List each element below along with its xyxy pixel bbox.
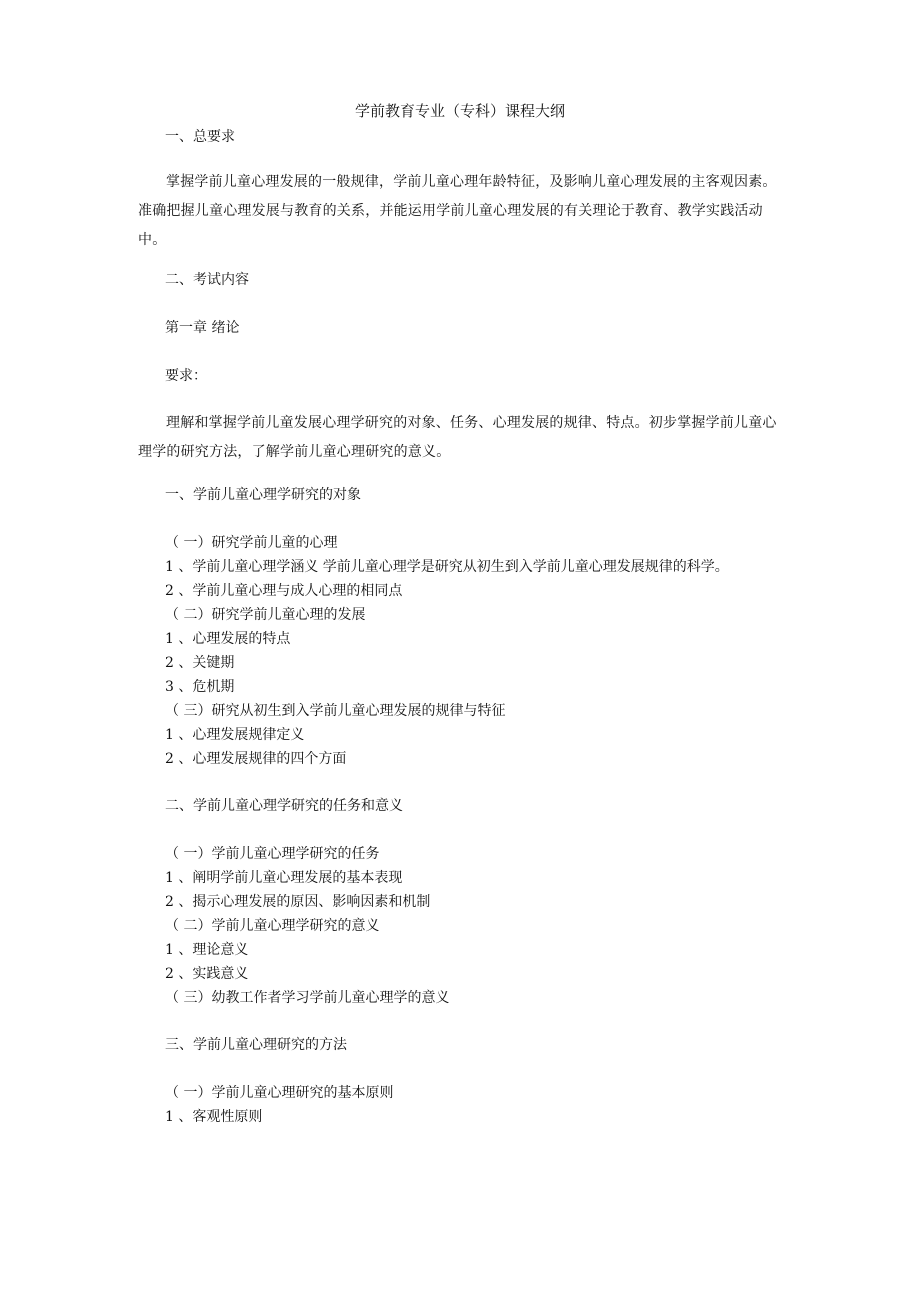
subsection-heading: 一、学前儿童心理学研究的对象 — [165, 487, 361, 503]
outline-item: 3 、危机期 — [165, 679, 235, 695]
outline-item: 1 、阐明学前儿童心理发展的基本表现 — [165, 870, 403, 886]
outline-item: 1 、心理发展规律定义 — [165, 727, 305, 743]
outline-item: 2 、揭示心理发展的原因、影响因素和机制 — [165, 894, 431, 910]
outline-item: （ 三）幼教工作者学习学前儿童心理学的意义 — [165, 990, 450, 1006]
chapter-title: 第一章 绪论 — [165, 320, 240, 336]
outline-item: 2 、关键期 — [165, 655, 235, 671]
subsection-heading: 二、学前儿童心理学研究的任务和意义 — [165, 798, 403, 814]
outline-item: 1 、客观性原则 — [165, 1109, 263, 1125]
requirements-label: 要求： — [165, 368, 207, 384]
outline-item: 2 、实践意义 — [165, 966, 249, 982]
section-heading-exam-content: 二、考试内容 — [165, 272, 249, 288]
outline-item: （ 二）研究学前儿童心理的发展 — [165, 607, 366, 623]
outline-item: （ 一）学前儿童心理研究的基本原则 — [165, 1085, 394, 1101]
general-requirements-paragraph: 掌握学前儿童心理发展的一般规律，学前儿童心理年龄特征，及影响儿童心理发展的主客观因素。准确把握儿童心理发展与教育的关系，并能运用学前儿童心理发展的有关理论于教育、教学实践活动中。 — [138, 174, 777, 248]
outline-item: （ 一）学前儿童心理学研究的任务 — [165, 846, 380, 862]
outline-item: （ 二）学前儿童心理学研究的意义 — [165, 918, 380, 934]
outline-item: （ 一）研究学前儿童的心理 — [165, 535, 338, 551]
outline-item: 1 、学前儿童心理学涵义 学前儿童心理学是研究从初生到入学前儿童心理发展规律的科学。 — [165, 559, 729, 575]
outline-item: （ 三）研究从初生到入学前儿童心理发展的规律与特征 — [165, 703, 506, 719]
outline-item: 1 、心理发展的特点 — [165, 631, 291, 647]
outline-item: 1 、理论意义 — [165, 942, 249, 958]
requirements-paragraph: 理解和掌握学前儿童发展心理学研究的对象、任务、心理发展的规律、特点。初步掌握学前儿童心理学的研究方法，了解学前儿童心理研究的意义。 — [138, 415, 777, 460]
outline-item: 2 、学前儿童心理与成人心理的相同点 — [165, 583, 403, 599]
section-heading-general: 一、总要求 — [165, 129, 235, 145]
document-title: 学前教育专业（专科）课程大纲 — [354, 102, 565, 120]
subsection-heading: 三、学前儿童心理研究的方法 — [165, 1037, 347, 1053]
outline-item: 2 、心理发展规律的四个方面 — [165, 751, 347, 767]
